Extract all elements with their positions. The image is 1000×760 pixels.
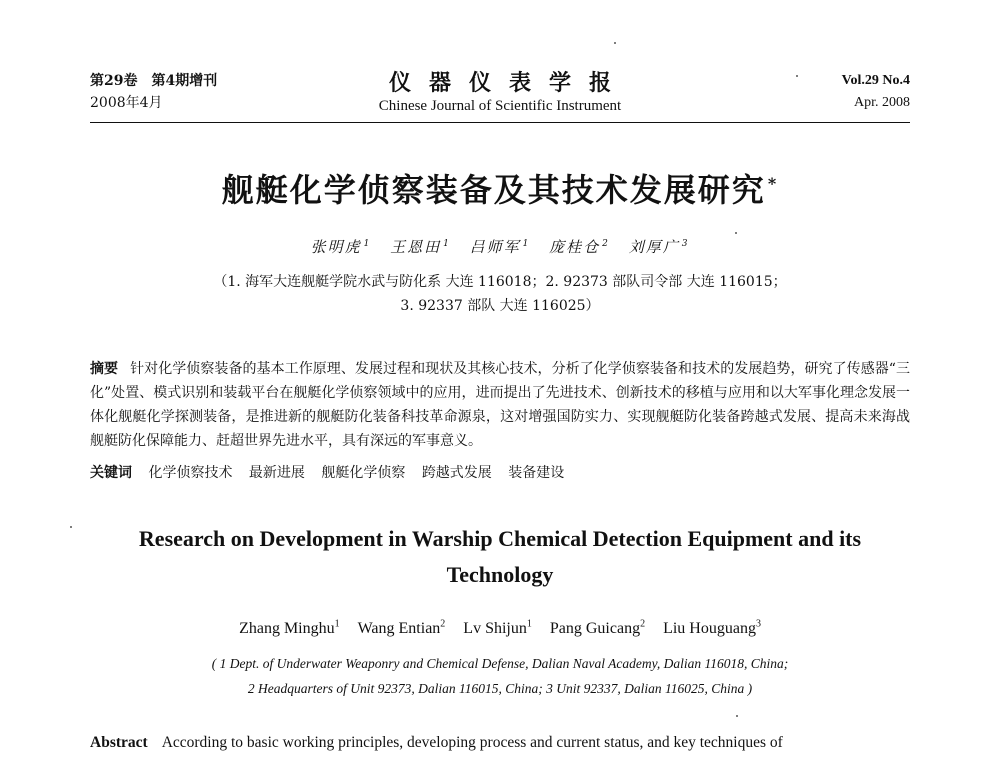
- keyword-cn: 跨越式发展: [421, 465, 492, 481]
- author-cn: [390, 238, 451, 256]
- title-cn: [0, 165, 1000, 211]
- abstract-en: [90, 732, 940, 754]
- date-en: Apr. 2008: [854, 95, 910, 110]
- affiliation-cn-line1: （1. 海军大连舰艇学院水武与防化系 大连 116018；2. 92373 部队司令部 大连 116015；: [213, 274, 787, 290]
- abstract-cn-text: 针对化学侦察装备的基本工作原理、发展过程和现状及其核心技术，分析了化学侦察装备和技术的发展趋势，研究了传感器“三化”处置、模式识别和装载平台在舰艇化学侦察领域中的应用，进而提出了先进技术、创新技术的移植与应用和以大军事化理念发展一体化舰艇化学探测装备，是推进新的舰艇防化装备科技革命源泉，这对增强国防实力、实现舰艇防化装备跨越式发展、提高未来海战舰艇防化保障能力、赶超世界先进水平，具有深远的军事意义。: [90, 361, 911, 449]
- author-name: Lv Shijun: [463, 620, 527, 638]
- author-aff: 2: [640, 619, 646, 630]
- keyword-cn: 化学侦察技术: [148, 465, 233, 481]
- author-name: Zhang Minghu: [239, 620, 335, 638]
- author-aff: 3: [681, 239, 690, 249]
- journal-name-cn: 仪器仪表学报: [388, 70, 629, 96]
- affiliation-cn: [0, 270, 1000, 318]
- keywords-cn: [90, 461, 910, 485]
- affiliation-en: [0, 651, 1000, 701]
- author-aff: 3: [755, 619, 761, 630]
- author-name: 吕师军: [469, 238, 521, 256]
- author-en: [463, 620, 532, 637]
- author-en: [550, 620, 645, 637]
- affiliation-en-line2: 2 Headquarters of Unit 92373, Dalian 116015, China; 3 Unit 92337, Dalian 116025, China ): [247, 681, 753, 696]
- header-right: [842, 70, 910, 114]
- author-name: Liu Houguang: [663, 620, 756, 638]
- author-name: 刘厚广: [628, 238, 680, 256]
- author-aff: 1: [363, 239, 372, 249]
- abstract-cn-label: 摘要: [90, 361, 119, 377]
- author-aff: 2: [602, 239, 610, 249]
- scan-speck: [614, 42, 616, 44]
- abstract-en-text: According to basic working principles, developing process and current status, and key techniques of: [161, 734, 783, 751]
- author-aff: 1: [526, 619, 532, 630]
- author-name: 庞桂仓: [549, 238, 601, 256]
- keyword-cn: 舰艇化学侦察: [321, 465, 406, 481]
- author-name: Pang Guicang: [549, 620, 641, 638]
- author-en: [663, 620, 761, 637]
- author-aff: 2: [440, 619, 446, 630]
- scan-speck: [735, 232, 737, 234]
- author-cn: [549, 238, 610, 256]
- title-cn-text: 舰艇化学侦察装备及其技术发展研究: [221, 171, 766, 209]
- header-center: [90, 70, 910, 116]
- volume-issue-en: Vol.29 No.4: [841, 73, 910, 88]
- authors-cn: [0, 236, 1000, 257]
- author-cn: [629, 238, 690, 256]
- affiliation-en-line1: ( 1 Dept. of Underwater Weaponry and Chemical Defense, Dalian Naval Academy, Dalian 116018, China;: [211, 656, 789, 671]
- header-rule: [90, 122, 910, 123]
- abstract-en-label: Abstract: [90, 734, 148, 751]
- author-name: 张明虎: [310, 238, 362, 256]
- keywords-cn-label: 关键词: [90, 465, 132, 481]
- abstract-cn: [90, 357, 910, 453]
- date-cn: 2008年4月: [90, 95, 163, 111]
- author-name: Wang Entian: [357, 620, 441, 638]
- scan-speck: [796, 75, 798, 77]
- journal-name-en: Chinese Journal of Scientific Instrument: [378, 98, 622, 114]
- author-en: [239, 620, 340, 637]
- journal-header: [90, 70, 910, 122]
- author-cn: [470, 238, 531, 256]
- author-cn: [311, 238, 372, 256]
- volume-issue-cn: 第29卷 第4期增刊: [90, 73, 218, 89]
- authors-en: [0, 619, 1000, 638]
- keyword-cn: 最新进展: [248, 465, 305, 481]
- title-en: Research on Development in Warship Chemical Detection Equipment and its Technology: [138, 526, 862, 587]
- scan-speck: [736, 715, 738, 717]
- title-footnote-mark: *: [767, 174, 779, 194]
- keyword-cn: 装备建设: [508, 465, 565, 481]
- author-en: [358, 620, 446, 637]
- author-aff: 1: [522, 239, 531, 249]
- scan-speck: [70, 526, 72, 528]
- author-aff: 1: [443, 239, 451, 249]
- author-name: 王恩田: [390, 238, 442, 256]
- author-aff: 1: [334, 619, 340, 630]
- affiliation-cn-line2: 3. 92337 部队 大连 116025）: [400, 298, 600, 314]
